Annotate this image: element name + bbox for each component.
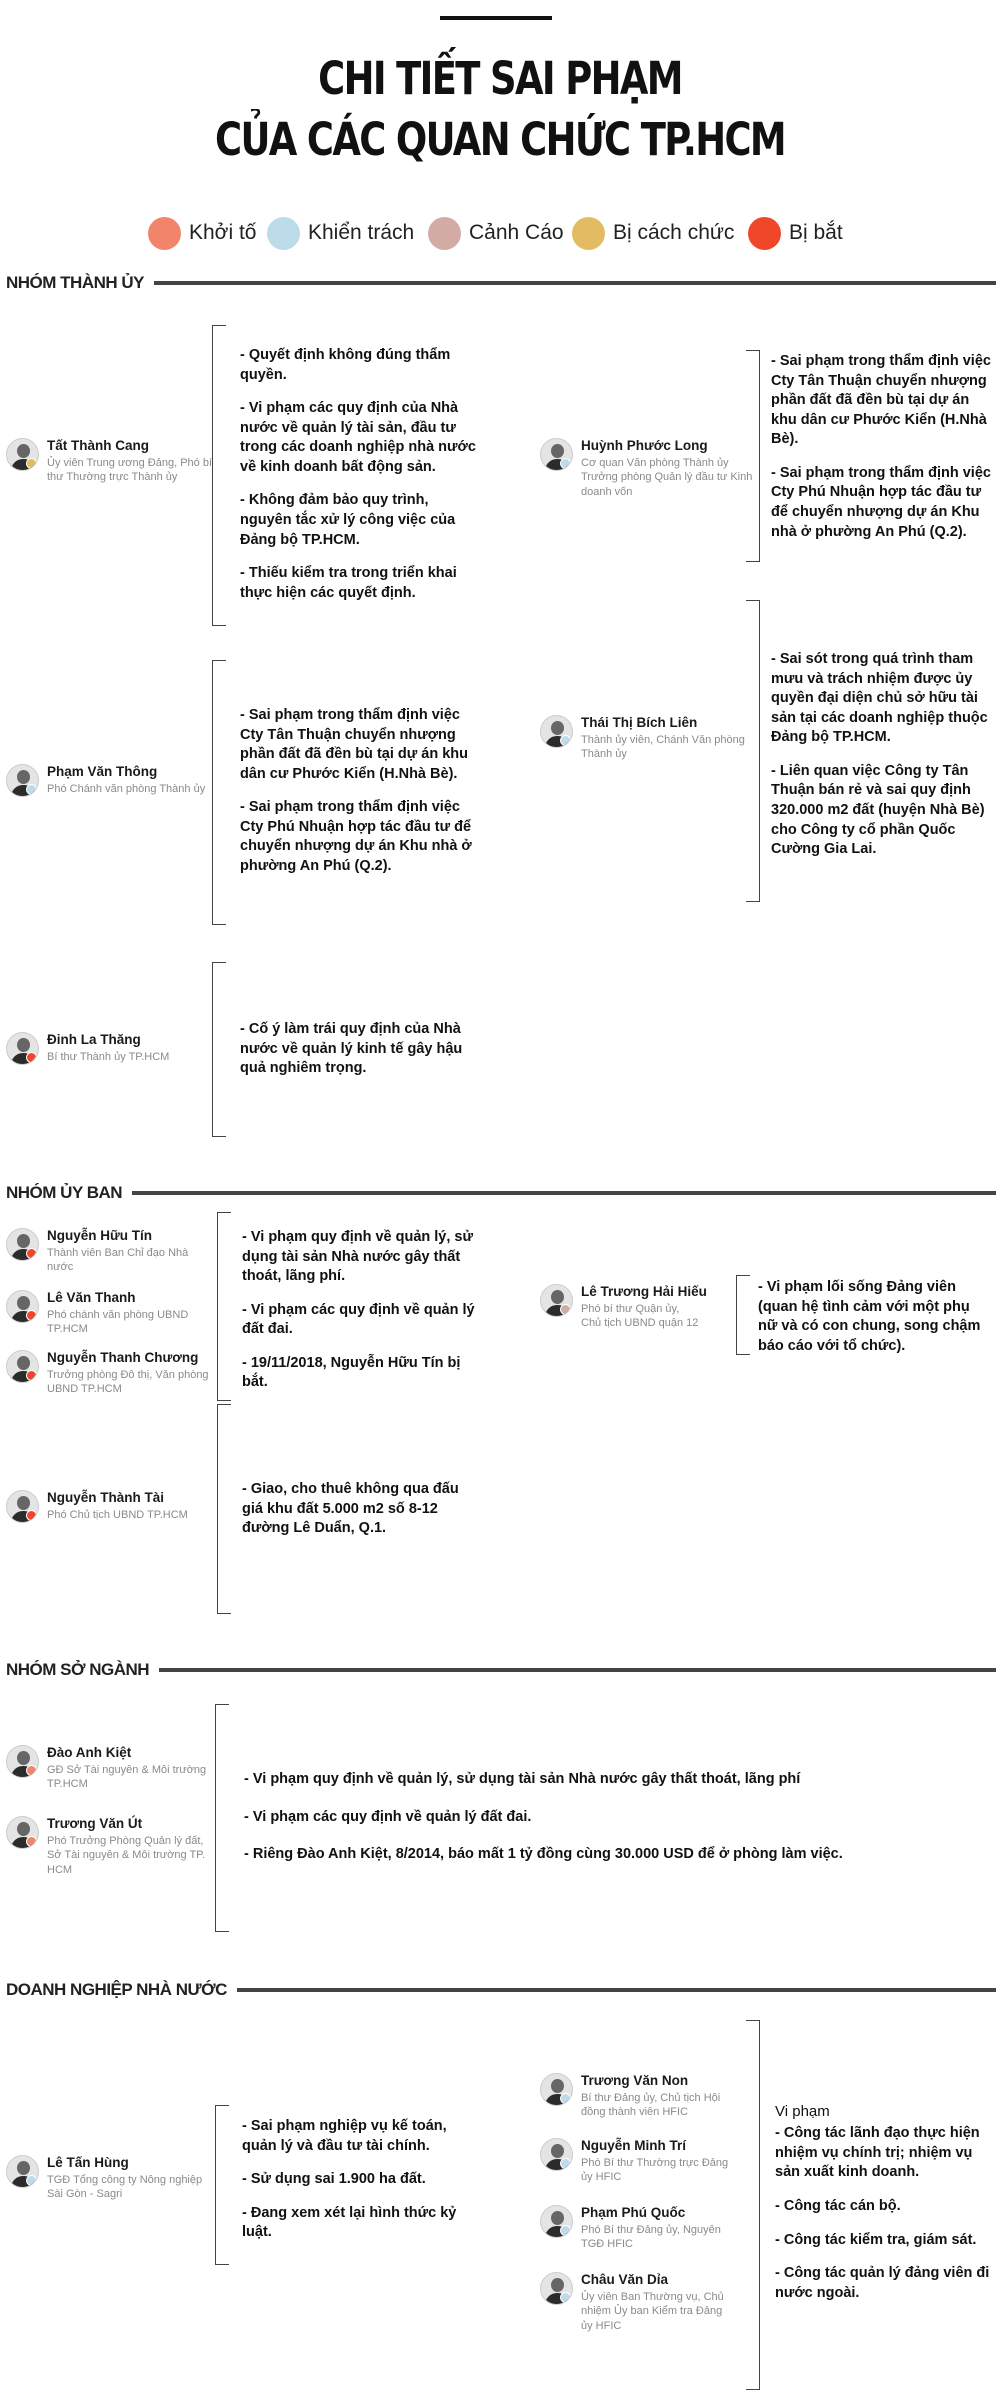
person-le-van-thanh: [6, 1290, 216, 1337]
legend-label: Bị cách chức: [613, 221, 735, 244]
violation-item: - Sai phạm trong thẩm định việc Cty Tân Thuận chuyển nhượng phần đất đã đền bù tại dự án khu dân cư Phước Kiển (H.Nhà Bè).: [240, 707, 469, 782]
status-badge: [560, 1304, 571, 1315]
status-badge: [26, 1310, 37, 1321]
legend-item-canh-cao: [428, 213, 564, 253]
bracket: [217, 1404, 231, 1614]
violation-item: - Sai phạm trong thẩm định việc Cty Phú Nhuận hợp tác đầu tư để chuyển nhượng dự án Khu nhà ở phường An Phú (Q.2).: [771, 464, 991, 540]
page-title-line2: CỦA CÁC QUAN CHỨC TP.HCM: [214, 113, 786, 166]
violation-item: - Sai phạm nghiệp vụ kế toán, quản lý và đầu tư tài chính.: [242, 2118, 447, 2154]
avatar: [6, 1350, 39, 1383]
legend-item-khien-trach: [267, 213, 414, 253]
avatar: [540, 2073, 573, 2106]
person-pham-phu-quoc: [540, 2205, 740, 2252]
violation-item: - Giao, cho thuê không qua đấu giá khu đất 5.000 m2 số 8-12 đường Lê Duẩn, Q.1.: [242, 1481, 459, 1537]
status-badge: [560, 2093, 571, 2104]
person-le-tan-hung: [6, 2155, 216, 2202]
status-badge: [560, 2292, 571, 2303]
violation-list-uy-ban-group: [242, 1228, 487, 1407]
avatar: [540, 438, 573, 471]
person-nguyen-minh-tri: [540, 2138, 740, 2185]
violation-item: - Vi phạm quy định về quản lý, sử dụng tài sản Nhà nước gây thất thoát, lãng phí.: [242, 1229, 473, 1285]
status-badge: [26, 1510, 37, 1521]
person-tat-thanh-cang: [6, 438, 216, 485]
status-badge: [560, 2225, 571, 2236]
person-role: Phó Chủ tịch UBND TP.HCM: [47, 1509, 188, 1522]
status-badge: [26, 458, 37, 469]
person-name: Châu Văn Dỉa: [581, 2272, 669, 2287]
person-role: Phó Chánh văn phòng Thành ủy: [47, 783, 206, 796]
person-nguyen-thanh-chuong: [6, 1350, 216, 1397]
violation-list-le-tan-hung: [242, 2117, 472, 2257]
violation-item: - Vi phạm quy định về quản lý, sử dụng tài sản Nhà nước gây thất thoát, lãng phí: [244, 1771, 801, 1787]
legend-label: Cảnh Cáo: [469, 221, 564, 244]
status-badge: [26, 2175, 37, 2186]
person-role: GĐ Sở Tài nguyên & Môi trường TP.HCM: [47, 1764, 207, 1791]
person-role: Thành viên Ban Chỉ đạo Nhà nước: [47, 1247, 189, 1274]
status-badge: [26, 1370, 37, 1381]
person-dinh-la-thang: [6, 1032, 216, 1065]
person-truong-van-ut: [6, 1816, 216, 1877]
status-badge: [26, 1765, 37, 1776]
avatar: [540, 1284, 573, 1317]
avatar: [6, 1490, 39, 1523]
person-thai-thi-bich-lien: [540, 715, 760, 762]
violation-item: - Đang xem xét lại hình thức kỷ luật.: [242, 2204, 457, 2241]
legend-dot-icon: [148, 217, 181, 250]
violation-item: - Vi phạm các quy định về quản lý đất đai.: [244, 1808, 532, 1825]
section-title: NHÓM THÀNH ỦY: [6, 273, 144, 292]
section-rule: [154, 281, 996, 285]
avatar: [6, 1032, 39, 1065]
avatar: [6, 1816, 39, 1849]
person-name: Phạm Phú Quốc: [581, 2205, 686, 2220]
violation-item: - Công tác kiểm tra, giám sát.: [775, 2231, 977, 2248]
person-role: Phó chánh văn phòng UBND TP.HCM: [47, 1309, 189, 1336]
person-name: Nguyễn Hữu Tín: [47, 1228, 153, 1243]
legend-dot-icon: [748, 217, 781, 250]
status-badge: [26, 1248, 37, 1259]
bracket: [215, 1704, 229, 1932]
person-chau-van-dia: [540, 2272, 740, 2333]
person-name: Nguyễn Thanh Chương: [47, 1350, 199, 1365]
person-le-truong-hai-hieu: [540, 1284, 740, 1331]
section-rule: [237, 1988, 996, 1992]
avatar: [6, 2155, 39, 2188]
person-name: Lê Văn Thanh: [47, 1290, 136, 1305]
violation-list-so-nganh: [244, 1770, 964, 1879]
violation-item: - Sai sót trong quá trình tham mưu và trách nhiệm được ủy quyền đại diện chủ sở hữu tài sản tại các doanh nghiệp thuộc Đảng bộ TP.HCM.: [771, 651, 988, 746]
status-badge: [26, 784, 37, 795]
avatar: [540, 2138, 573, 2171]
person-name: Trương Văn Non: [581, 2073, 689, 2088]
violation-list-le-truong-hai-hieu: [758, 1278, 993, 1370]
bracket: [212, 325, 226, 626]
person-nguyen-thanh-tai: [6, 1490, 216, 1523]
person-name: Huỳnh Phước Long: [581, 438, 708, 453]
violation-item: - Công tác lãnh đạo thực hiện nhiệm vụ chính trị; nhiệm vụ sản xuất kinh doanh.: [775, 2125, 980, 2181]
violation-item: - Công tác quản lý đảng viên đi nước ngoài.: [775, 2265, 990, 2301]
section-title: DOANH NGHIỆP NHÀ NƯỚC: [6, 1980, 227, 1999]
violation-item: - Vi phạm lối sống Đảng viên (quan hệ tình cảm với một phụ nữ và có con chung, song chậm báo cáo với tổ chức).: [758, 1279, 981, 1354]
legend-item-cach-chuc: [572, 213, 734, 253]
person-name: Nguyễn Minh Trí: [581, 2138, 687, 2153]
violation-item: - Vi phạm các quy định của Nhà nước về quản lý tài sản, đầu tư trong các doanh nghiệp nhà nước về kinh doanh bất động sản.: [240, 400, 476, 475]
person-role: Trưởng phòng Đô thị, Văn phòng UBND TP.HCM: [47, 1369, 209, 1396]
violation-item: - Liên quan việc Công ty Tân Thuận bán rẻ và sai quy định 320.000 m2 đất (huyện Nhà Bè) cho Công ty cổ phần Quốc Cường Gia Lai.: [771, 762, 985, 858]
status-badge: [560, 458, 571, 469]
avatar: [540, 2272, 573, 2305]
section-title: NHÓM SỞ NGÀNH: [6, 1660, 150, 1679]
violation-item: - Cố ý làm trái quy định của Nhà nước về quản lý kinh tế gây hậu quả nghiêm trọng.: [240, 1021, 463, 1077]
bracket: [212, 962, 226, 1137]
violation-list-huynh-phuoc-long: [771, 352, 993, 556]
legend-dot-icon: [572, 217, 605, 250]
person-role: TGĐ Tổng công ty Nông nghiệp Sài Gòn - Sagri: [47, 2174, 203, 2201]
violation-list-hfic: [775, 2102, 995, 2317]
legend-label: Bị bắt: [789, 221, 843, 244]
person-dao-anh-kiet: [6, 1745, 216, 1792]
violation-list-nguyen-thanh-tai: [242, 1480, 472, 1553]
status-badge: [560, 735, 571, 746]
avatar: [6, 438, 39, 471]
violation-item: - 19/11/2018, Nguyễn Hữu Tín bị bắt.: [242, 1354, 461, 1391]
person-name: Đào Anh Kiệt: [47, 1745, 132, 1760]
bracket: [736, 1275, 750, 1355]
violation-item: - Sai phạm trong thẩm định việc Cty Tân Thuận chuyển nhượng phần đất đã đền bù tại dự án khu dân cư Phước Kiển (H.Nhà Bè).: [771, 353, 991, 448]
person-role: Ủy viên Ban Thường vụ, Chủ nhiệm Ủy ban Kiểm tra Đảng ủy HFIC: [581, 2291, 724, 2332]
avatar: [6, 764, 39, 797]
person-name: Đinh La Thăng: [47, 1032, 141, 1047]
person-name: Trương Văn Út: [47, 1816, 143, 1831]
person-name: Nguyễn Thành Tài: [47, 1490, 165, 1505]
violation-list-tat-thanh-cang: [240, 346, 480, 617]
avatar: [540, 2205, 573, 2238]
person-huynh-phuoc-long: [540, 438, 760, 499]
person-role: Cơ quan Văn phòng Thành ủy Trưởng phòng Quản lý đầu tư Kinh doanh vốn: [581, 457, 753, 498]
bracket: [212, 660, 226, 925]
legend-label: Khiển trách: [308, 221, 415, 244]
status-badge: [26, 1052, 37, 1063]
person-pham-van-thong: [6, 764, 216, 797]
violation-item: - Thiếu kiểm tra trong triển khai thực hiện các quyết định.: [240, 565, 457, 601]
bracket: [746, 600, 760, 902]
person-name: Tất Thành Cang: [47, 438, 149, 453]
violation-item: - Không đảm bảo quy trình, nguyên tắc xử lý công việc của Đảng bộ TP.HCM.: [240, 492, 456, 548]
section-rule: [159, 1668, 996, 1672]
violation-item: - Sai phạm trong thẩm định việc Cty Phú Nhuận hợp tác đầu tư để chuyển nhượng dự án Khu nhà ở phường An Phú (Q.2).: [240, 799, 472, 874]
person-name: Phạm Văn Thông: [47, 764, 158, 779]
person-name: Lê Trương Hải Hiếu: [581, 1284, 707, 1299]
section-header-dnnn: [6, 1975, 996, 2005]
violation-item: - Vi phạm các quy định về quản lý đất đai.: [242, 1301, 475, 1338]
page-title-line1: CHI TIẾT SAI PHẠM: [318, 52, 682, 105]
person-role: Phó Trưởng Phòng Quản lý đất, Sở Tài nguyên & Môi trường TP. HCM: [47, 1835, 206, 1876]
violation-item: - Sử dụng sai 1.900 ha đất.: [242, 2171, 426, 2188]
section-header-so-nganh: [6, 1655, 996, 1685]
status-badge: [26, 1836, 37, 1847]
bracket: [217, 1212, 231, 1401]
bracket: [746, 2020, 760, 2390]
person-role: Thành ủy viên, Chánh Văn phòng Thành ủy: [581, 734, 745, 761]
person-role: Phó Bí thư Thường trực Đảng ủy HFIC: [581, 2157, 729, 2184]
section-rule: [132, 1191, 996, 1195]
section-header-thanh-uy: [6, 268, 996, 298]
legend-item-khoi-to: [148, 213, 256, 253]
person-name: Thái Thị Bích Liên: [581, 715, 698, 730]
violation-list-pham-van-thong: [240, 706, 480, 891]
person-role: Ủy viên Trung ương Đảng, Phó bí thư Thường trực Thành ủy: [47, 457, 212, 484]
person-name: Lê Tấn Hùng: [47, 2155, 129, 2170]
violation-item: - Công tác cán bộ.: [775, 2197, 901, 2214]
person-role: Bí thư Đảng ủy, Chủ tịch Hội đồng thành viên HFIC: [581, 2092, 721, 2119]
violation-intro: Vi phạm: [775, 2103, 830, 2120]
violation-item: - Riêng Đào Anh Kiệt, 8/2014, báo mất 1 tỷ đồng cùng 30.000 USD để ở phòng làm việc.: [244, 1846, 843, 1863]
person-nguyen-huu-tin: [6, 1228, 216, 1275]
legend-item-bi-bat: [748, 213, 843, 253]
section-header-uy-ban: [6, 1178, 996, 1208]
avatar: [6, 1228, 39, 1261]
section-title: NHÓM ỦY BAN: [6, 1183, 123, 1202]
legend-dot-icon: [267, 217, 300, 250]
bracket: [215, 2105, 229, 2265]
violation-list-thai-thi-bich-lien: [771, 650, 993, 874]
legend-dot-icon: [428, 217, 461, 250]
avatar: [6, 1290, 39, 1323]
violation-list-dinh-la-thang: [240, 1020, 480, 1093]
person-truong-van-non: [540, 2073, 740, 2120]
avatar: [6, 1745, 39, 1778]
person-role: Phó bí thư Quận ủy, Chủ tịch UBND quận 12: [581, 1303, 699, 1330]
bracket: [746, 350, 760, 562]
avatar: [540, 715, 573, 748]
person-role: Phó Bí thư Đảng ủy, Nguyên TGĐ HFIC: [581, 2224, 721, 2251]
top-rule: [440, 16, 552, 20]
violation-item: - Quyết định không đúng thẩm quyền.: [240, 347, 451, 383]
person-role: Bí thư Thành ủy TP.HCM: [47, 1051, 170, 1064]
status-badge: [560, 2158, 571, 2169]
legend-label: Khởi tố: [189, 221, 257, 244]
